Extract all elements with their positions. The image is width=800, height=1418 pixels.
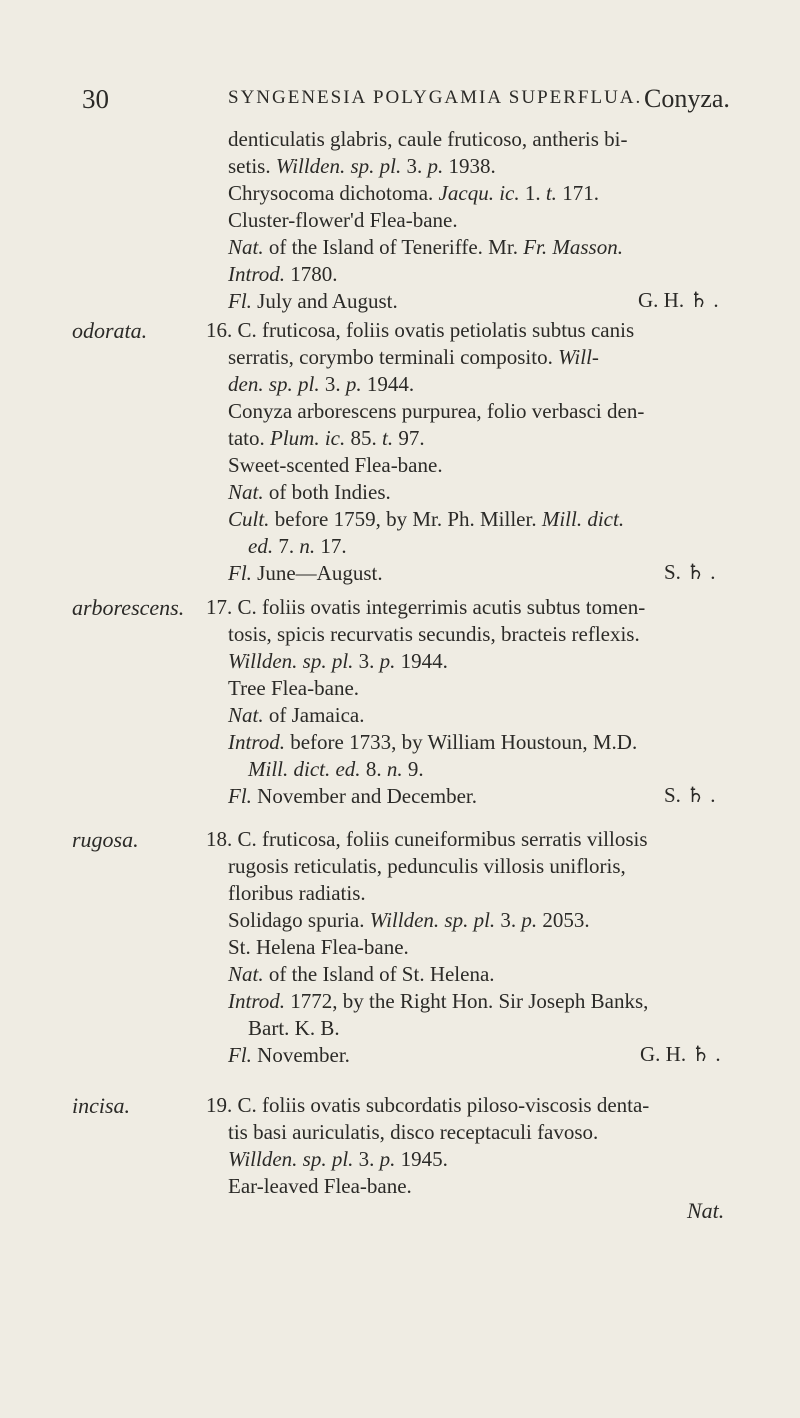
text-line: floribus radiatis. <box>228 881 366 905</box>
text-line: Introd. 1780. <box>228 262 338 286</box>
text-line: Nat. of the Island of St. Helena. <box>228 962 495 986</box>
species-name: rugosa. <box>72 827 139 852</box>
text-line: denticulatis glabris, caule fruticoso, antheris bi- <box>228 127 628 151</box>
habitat-sign: S. ♄ . <box>664 560 716 584</box>
text-line: Nat. of both Indies. <box>228 480 391 504</box>
text-line: Fl. November and December. <box>228 784 477 808</box>
text-line: St. Helena Flea-bane. <box>228 935 409 959</box>
text-line: Ear-leaved Flea-bane. <box>228 1174 412 1198</box>
text-line: Chrysocoma dichotoma. Jacqu. ic. 1. t. 171. <box>228 181 599 205</box>
text-line: 19. C. foliis ovatis subcordatis piloso-viscosis denta- <box>206 1093 650 1117</box>
running-title: SYNGENESIA POLYGAMIA SUPERFLUA. <box>228 87 643 108</box>
text-line: setis. Willden. sp. pl. 3. p. 1938. <box>228 154 496 178</box>
page-number: 30 <box>82 84 109 114</box>
species-name: arborescens. <box>72 595 185 620</box>
species-name: incisa. <box>72 1093 131 1118</box>
page-header <box>0 84 800 114</box>
text-line: 17. C. foliis ovatis integerrimis acutis subtus tomen- <box>206 595 646 619</box>
text-line: Introd. 1772, by the Right Hon. Sir Joseph Banks, <box>228 989 649 1013</box>
text-line: Fl. July and August. <box>228 289 398 313</box>
text-line: 16. C. fruticosa, foliis ovatis petiolatis subtus canis <box>206 318 635 342</box>
text-line: tis basi auriculatis, disco receptaculi favoso. <box>228 1120 599 1144</box>
text-line: Nat. of the Island of Teneriffe. Mr. Fr. Masson. <box>228 235 623 259</box>
habitat-sign: S. ♄ . <box>664 783 716 807</box>
text-line: Nat. of Jamaica. <box>228 703 365 727</box>
species-name: odorata. <box>72 318 148 343</box>
habitat-sign: G. H. ♄ . <box>638 288 719 312</box>
text-line: serratis, corymbo terminali composito. Will- <box>228 345 599 369</box>
text-line: tato. Plum. ic. 85. t. 97. <box>228 426 425 450</box>
text-line: Willden. sp. pl. 3. p. 1945. <box>228 1147 448 1171</box>
text-line: Fl. June—August. <box>228 561 383 585</box>
text-line: ed. 7. n. 17. <box>248 534 347 558</box>
text-line: den. sp. pl. 3. p. 1944. <box>228 372 415 396</box>
text-line: Bart. K. B. <box>248 1016 340 1040</box>
text-line: Conyza arborescens purpurea, folio verbasci den- <box>228 399 645 423</box>
text-line: tosis, spicis recurvatis secundis, bracteis reflexis. <box>228 622 640 646</box>
text-line: Cult. before 1759, by Mr. Ph. Miller. Mill. dict. <box>228 507 625 531</box>
text-line: Tree Flea-bane. <box>228 676 360 700</box>
habitat-sign: G. H. ♄ . <box>640 1042 721 1066</box>
text-line: Sweet-scented Flea-bane. <box>228 453 443 477</box>
text-line: Fl. November. <box>228 1043 350 1067</box>
text-line: Mill. dict. ed. 8. n. 9. <box>248 757 424 781</box>
text-line: Introd. before 1733, by William Houstoun, M.D. <box>228 730 638 754</box>
text-line: Cluster-flower'd Flea-bane. <box>228 208 458 232</box>
text-line: 18. C. fruticosa, foliis cuneiformibus serratis villosis <box>206 827 648 851</box>
catchword: Nat. <box>687 1198 725 1223</box>
text-line: Willden. sp. pl. 3. p. 1944. <box>228 649 448 673</box>
text-line: Solidago spuria. Willden. sp. pl. 3. p. 2053. <box>228 908 590 932</box>
text-line: rugosis reticulatis, pedunculis villosis unifloris, <box>228 854 626 878</box>
genus-title: Conyza. <box>644 84 730 113</box>
